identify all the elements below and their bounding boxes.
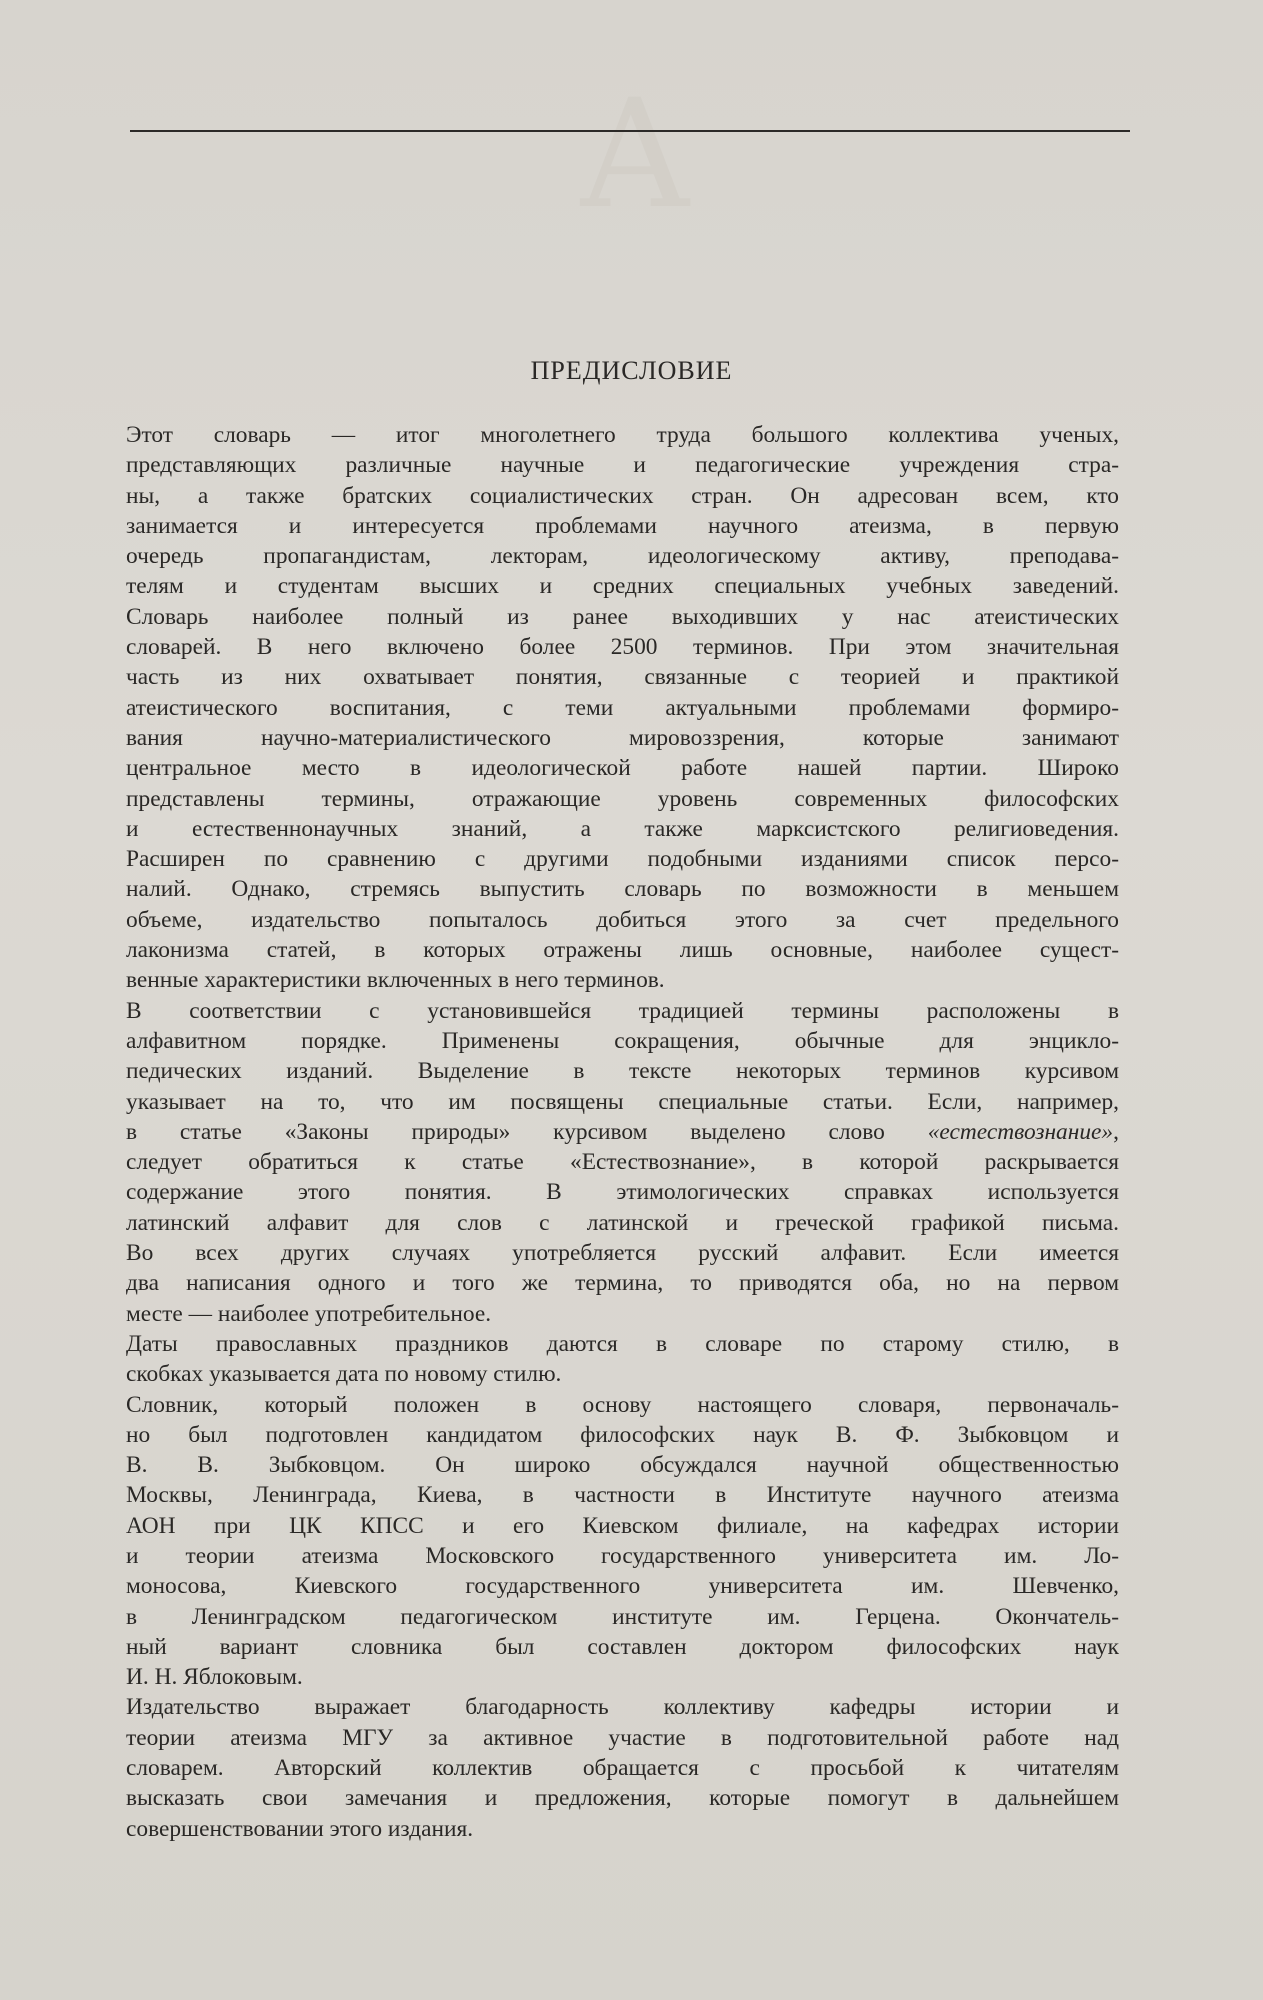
text-line: лаконизма статей, в которых отражены лишь основные, наиболее сущест- — [126, 937, 1119, 964]
text-line: но был подготовлен кандидатом философских наук В. Ф. Зыбковцом и — [126, 1421, 1119, 1448]
text-line: высказать свои замечания и предложения, которые помогут в дальнейшем — [126, 1785, 1119, 1812]
text-line: И. Н. Яблоковым. — [126, 1664, 303, 1691]
text-line: венные характеристики включенных в него терминов. — [126, 967, 665, 994]
text-line: В. В. Зыбковцом. Он широко обсуждался научной общественностью — [126, 1452, 1119, 1479]
text-line: налий. Однако, стремясь выпустить словарь по возможности в меньшем — [126, 876, 1119, 903]
text-line: занимается и интересуется проблемами научного атеизма, в первую — [126, 512, 1119, 539]
text-line: указывает на то, что им посвящены специальные статьи. Если, например, — [126, 1088, 1119, 1115]
header-rule — [130, 130, 1130, 132]
text-line: следует обратиться к статье «Естествознание», в которой раскрывается — [126, 1149, 1119, 1176]
text-line: ны, а также братских социалистических стран. Он адресован всем, кто — [126, 482, 1119, 509]
paragraph-5 — [126, 1692, 1119, 1843]
italic-term: «естествознание» — [927, 1118, 1114, 1145]
text-line: Словарь наиболее полный из ранее выходивших у нас атеистических — [126, 603, 1119, 630]
text-line: и теории атеизма Московского государственного университета им. Ло- — [126, 1542, 1119, 1569]
text-line: моносова, Киевского государственного университета им. Шевченко, — [126, 1573, 1119, 1600]
text-line: в Ленинградском педагогическом институте им. Герцена. Окончатель- — [126, 1603, 1119, 1630]
italic-line-after: , — [1113, 1118, 1119, 1145]
text-line: представляющих различные научные и педагогические учреждения стра- — [126, 452, 1119, 479]
text-line: словарем. Авторский коллектив обращается с просьбой к читателям — [126, 1755, 1119, 1782]
text-line: центральное место в идеологической работе нашей партии. Широко — [126, 755, 1119, 782]
text-line: словарей. В него включено более 2500 терминов. При этом значительная — [126, 634, 1119, 661]
text-line: педических изданий. Выделение в тексте некоторых терминов курсивом — [126, 1058, 1119, 1085]
text-line: содержание этого понятия. В этимологических справках используется — [126, 1179, 1119, 1206]
paragraph-2 — [126, 996, 1119, 1329]
text-line: ный вариант словника был составлен доктором философских наук — [126, 1633, 1119, 1660]
text-line: скобках указывается дата по новому стилю. — [126, 1361, 562, 1388]
text-line: Расширен по сравнению с другими подобными изданиями список персо- — [126, 846, 1119, 873]
text-line: Даты православных праздников даются в словаре по старому стилю, в — [126, 1330, 1119, 1357]
text-line: и естественнонаучных знаний, а также марксистского религиоведения. — [126, 815, 1119, 842]
text-line: представлены термины, отражающие уровень современных философских — [126, 785, 1119, 812]
text-line: два написания одного и того же термина, то приводятся оба, но на первом — [126, 1270, 1119, 1297]
text-line: атеистического воспитания, с теми актуальными проблемами формиро- — [126, 694, 1119, 721]
text-line: Словник, который положен в основу настоящего словаря, первоначаль- — [126, 1391, 1119, 1418]
paragraph-3 — [126, 1329, 1119, 1390]
text-line: часть из них охватывает понятия, связанные с теорией и практикой — [126, 664, 1119, 691]
paragraph-1 — [126, 420, 1119, 996]
text-line: алфавитном порядке. Применены сокращения, обычные для энцикло- — [126, 1027, 1119, 1054]
text-line: телям и студентам высших и средних специальных учебных заведений. — [126, 573, 1119, 600]
page-title: ПРЕДИСЛОВИЕ — [530, 356, 733, 385]
text-line: Этот словарь — итог многолетнего труда большого коллектива ученых, — [126, 422, 1119, 448]
text-line: совершенствовании этого издания. — [126, 1815, 474, 1842]
text-line: Во всех других случаях употребляется русский алфавит. Если имеется — [126, 1240, 1119, 1267]
italic-line-before: в статье «Законы природы» курсивом выделено слово — [126, 1118, 928, 1145]
text-line: месте — наиболее употребительное. — [126, 1300, 492, 1327]
bleed-through-letter: А — [578, 68, 692, 242]
text-line: латинский алфавит для слов с латинской и греческой графикой письма. — [126, 1209, 1119, 1236]
text-line: АОН при ЦК КПСС и его Киевском филиале, на кафедрах истории — [126, 1512, 1119, 1539]
text-line: теории атеизма МГУ за активное участие в подготовительной работе над — [126, 1724, 1119, 1751]
text-line: Москвы, Ленинграда, Киева, в частности в Институте научного атеизма — [126, 1482, 1119, 1509]
text-line-with-italic — [126, 1117, 1119, 1147]
text-line: Издательство выражает благодарность коллективу кафедры истории и — [126, 1694, 1119, 1721]
text-line: вания научно-материалистического мировоззрения, которые занимают — [126, 724, 1119, 751]
text-line: очередь пропагандистам, лекторам, идеологическому активу, преподава- — [126, 543, 1119, 570]
text-line: объеме, издательство попыталось добиться этого за счет предельного — [126, 906, 1119, 933]
paragraph-4 — [126, 1390, 1119, 1693]
text-line: В соответствии с установившейся традицией термины расположены в — [126, 997, 1119, 1024]
preface-body — [126, 420, 1119, 1844]
